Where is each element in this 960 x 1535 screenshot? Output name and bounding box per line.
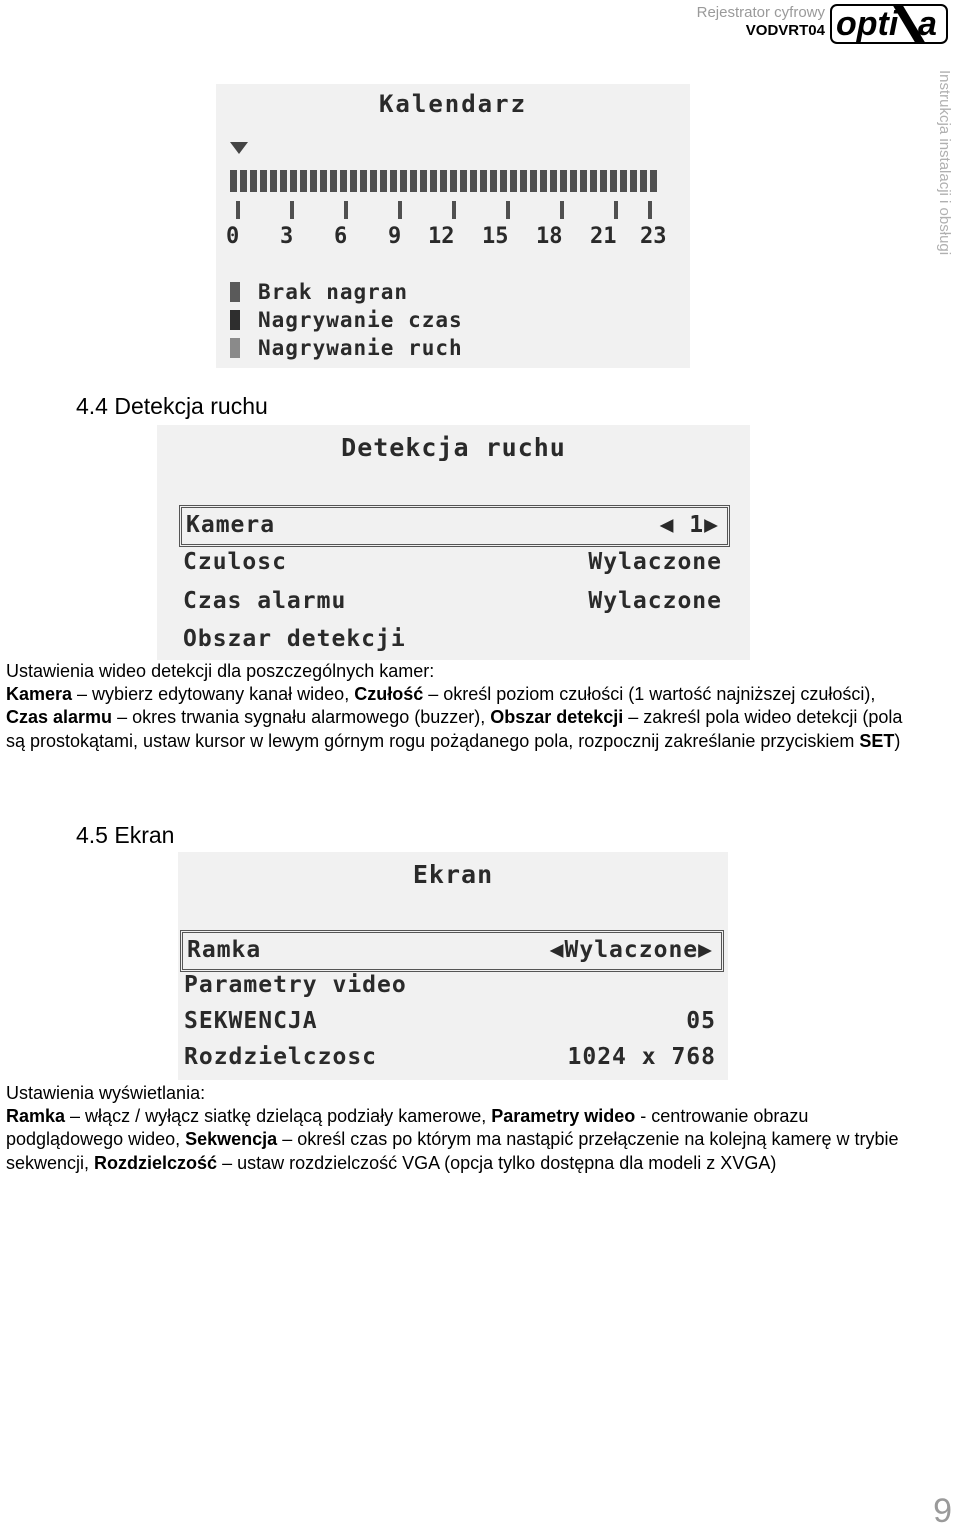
timeline-tick [648, 201, 652, 219]
legend-swatch [230, 338, 240, 358]
osd-row-label: Czulosc [183, 549, 287, 575]
legend-item [230, 308, 463, 332]
osd-row-value: 05 [686, 1008, 716, 1034]
osd-row-sekwencja[interactable] [180, 1004, 724, 1040]
osd-row-label: SEKWENCJA [184, 1008, 318, 1034]
osd-row-label: Obszar detekcji [183, 626, 406, 652]
section-4-5-description [6, 1082, 906, 1175]
hour-label: 15 [482, 224, 509, 249]
timeline-tick [452, 201, 456, 219]
intro-text: Ustawienia wideo detekcji dla poszczególnych kamer: [6, 661, 435, 681]
osd-row-label: Parametry video [184, 972, 407, 998]
osd-row-label: Czas alarmu [183, 588, 347, 614]
hour-label: 12 [428, 224, 455, 249]
legend-item [230, 280, 408, 304]
legend-swatch [230, 282, 240, 302]
header-subtitle: Rejestrator cyfrowy [696, 4, 825, 21]
hour-label: 3 [280, 224, 294, 249]
osd-row-obszar-detekcji[interactable] [179, 622, 730, 658]
page-number: 9 [933, 1492, 952, 1530]
legend-label: Nagrywanie czas [258, 308, 463, 332]
osd-title: Ekran [412, 860, 494, 889]
timeline-tick [344, 201, 348, 219]
osd-row-value: Wylaczone [588, 549, 722, 575]
legend-item [230, 336, 463, 360]
screen-osd [178, 852, 728, 1080]
hour-label: 21 [590, 224, 617, 249]
osd-row-ramka[interactable] [180, 930, 724, 972]
hour-label: 9 [388, 224, 402, 249]
osd-row-czas-alarmu[interactable] [179, 584, 730, 620]
calendar-osd [216, 84, 690, 368]
intro-text: Ustawienia wyświetlania: [6, 1083, 206, 1103]
cursor-triangle-icon [230, 142, 248, 154]
calendar-title: Kalendarz [378, 90, 528, 118]
timeline-tick [290, 201, 294, 219]
osd-row-label: Ramka [187, 937, 262, 963]
osd-row-parametry-video[interactable] [180, 968, 724, 1004]
svg-text:a: a [918, 5, 937, 43]
hour-label: 18 [536, 224, 563, 249]
osd-title: Detekcja ruchu [341, 433, 566, 462]
timeline-tick [614, 201, 618, 219]
description-text: Kamera – wybierz edytowany kanał wideo, Czułość – określ poziom czułości (1 wartość najniższej czułości), Czas alarmu – okres trwania sygnału alarmowego (buzzer), Obszar detekcji – zakreśl pola wideo detekcji (pola są prostokątami, ustaw kursor w lewym górnym rogu pożądanego pola, rozpocznij zakreślanie przyciskiem SET) [6, 684, 903, 751]
hour-label: 6 [334, 224, 348, 249]
timeline-tick [560, 201, 564, 219]
optiva-logo [830, 2, 948, 46]
timeline-tick [506, 201, 510, 219]
osd-row-kamera[interactable] [179, 505, 730, 547]
osd-row-value: ◀ 1▶ [659, 512, 719, 538]
hour-label: 23 [640, 224, 667, 249]
hour-label: 0 [226, 224, 240, 249]
osd-row-rozdzielczosc[interactable] [180, 1040, 724, 1076]
description-text: Ramka – włącz / wyłącz siatkę dzielącą podziały kamerowe, Parametry wideo - centrowanie obrazu podglądowego wideo, Sekwencja – określ czas po którym ma nastąpić przełączenie na kolejną kamerę w trybie sekwencji, Rozdzielczość – ustaw rozdzielczość VGA (opcja tylko dostępna dla modeli z XVGA) [6, 1106, 899, 1173]
side-text: Instrukcja instalacji i obsługi [936, 70, 953, 256]
section-heading-4-4: 4.4 Detekcja ruchu [76, 393, 268, 419]
osd-row-value: ◀Wylaczone▶ [549, 937, 713, 963]
header-model: VODVRT04 [745, 22, 825, 39]
timeline-tick [236, 201, 240, 219]
osd-row-value: 1024 x 768 [567, 1044, 716, 1070]
osd-row-label: Kamera [186, 512, 276, 538]
timeline-tick [398, 201, 402, 219]
legend-label: Brak nagran [258, 280, 409, 304]
section-4-4-description [6, 660, 906, 753]
svg-text:opti: opti [836, 5, 899, 43]
section-heading-4-5: 4.5 Ekran [76, 822, 175, 848]
motion-detection-osd [157, 425, 750, 660]
legend-swatch [230, 310, 240, 330]
osd-row-label: Rozdzielczosc [184, 1044, 378, 1070]
osd-row-czulosc[interactable] [179, 545, 730, 581]
osd-row-value: Wylaczone [588, 588, 722, 614]
timeline-bar [230, 170, 658, 192]
legend-label: Nagrywanie ruch [258, 336, 463, 360]
